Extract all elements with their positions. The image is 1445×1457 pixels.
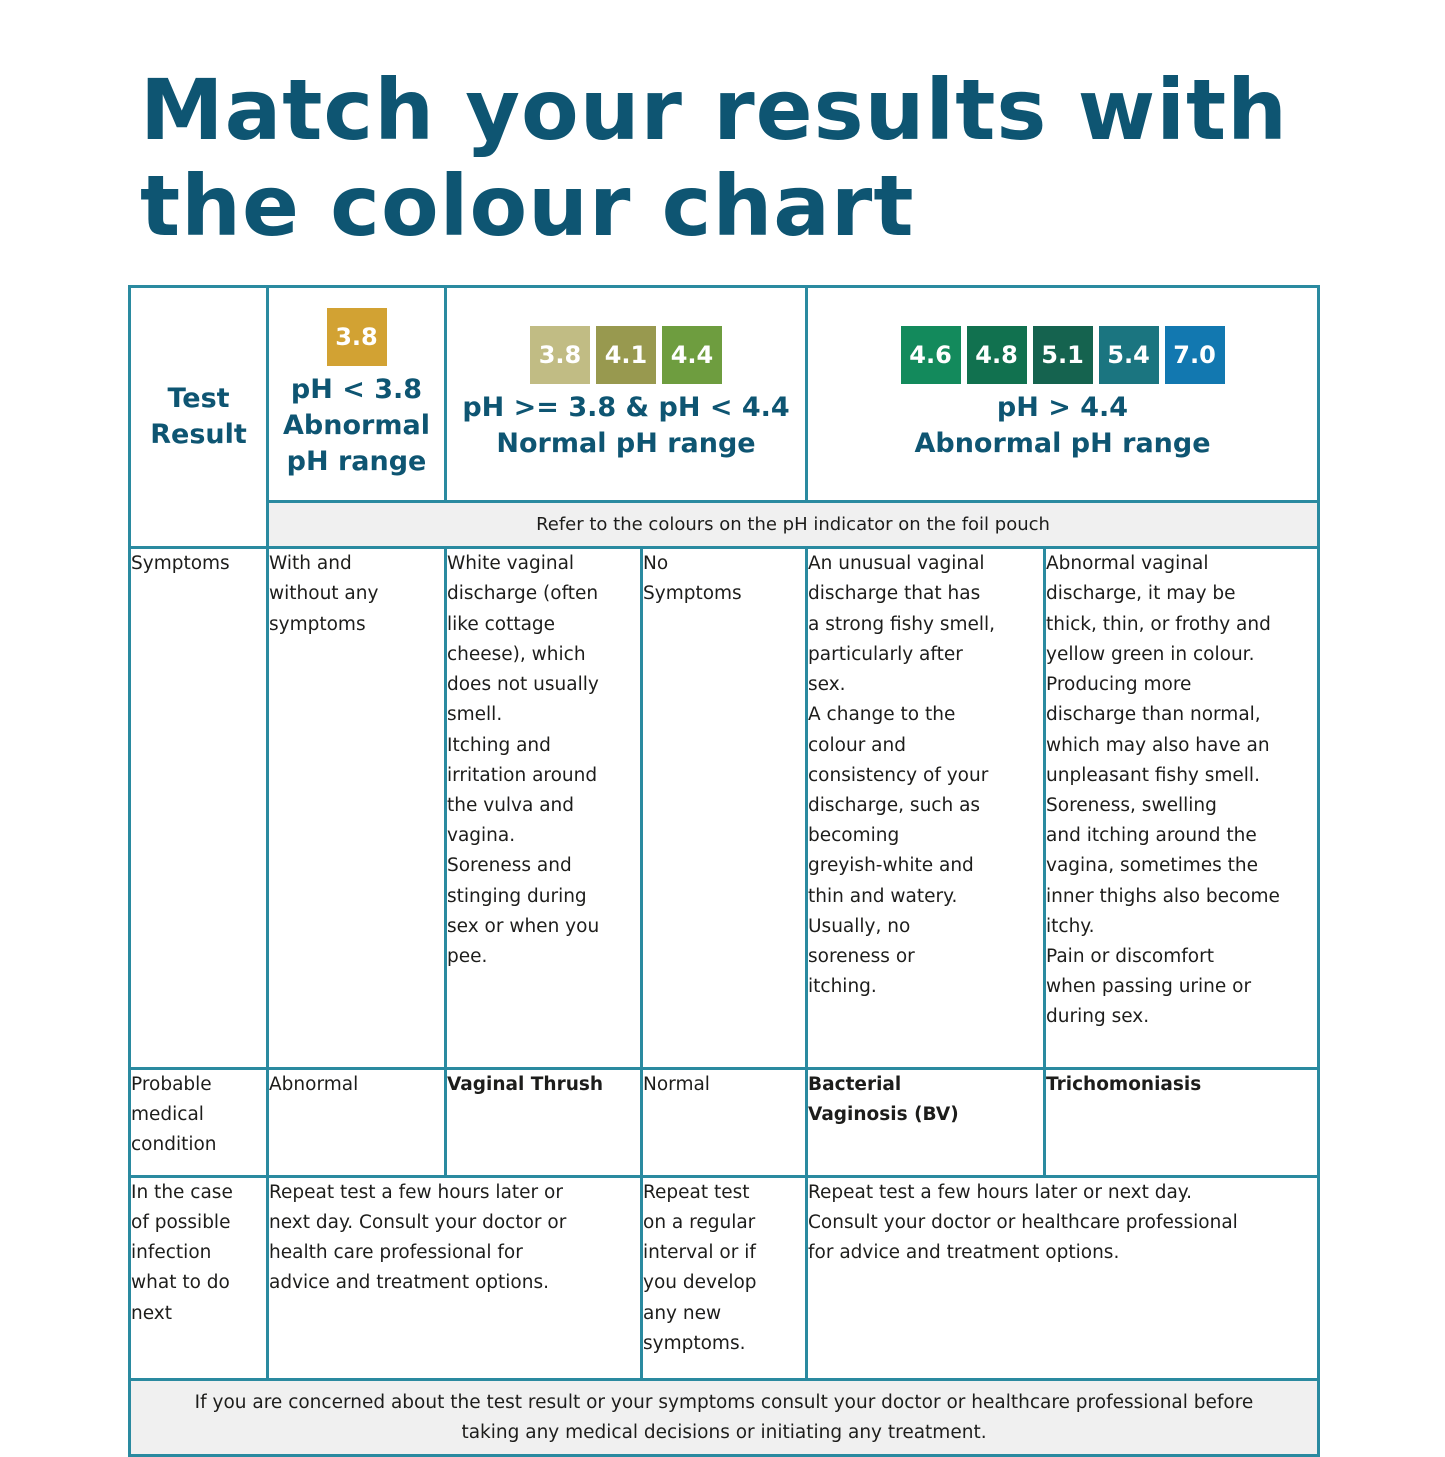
text-line: and itching around the [1046,825,1257,847]
note-row [130,502,1319,548]
text-line: smell. [447,704,503,726]
text-line: you develop [643,1272,757,1294]
text-line: Vaginosis (BV) [808,1103,959,1125]
condition-cell [446,1068,642,1176]
text-line: on a regular [643,1212,756,1234]
condition-cell [268,1068,446,1176]
row-label [130,1176,268,1380]
disclaimer-line-1: If you are concerned about the test result or your symptoms consult your doctor or healthcare professional before [194,1391,1254,1413]
text-line: Repeat test [643,1181,750,1203]
text-line: a strong fishy smell, [808,613,996,635]
text-line: discharge (often [447,583,599,605]
text-line: discharge that has [808,583,981,605]
ph-swatch: 4.4 [662,326,722,384]
text-line: An unusual vaginal [808,553,985,575]
text-line: Usually, no [808,915,911,937]
text-line: Soreness and [447,855,572,877]
text-line: inner thighs also become [1046,885,1280,907]
ph-group-low [268,287,446,502]
text-line: particularly after [808,643,963,665]
text-line: consistency of your [808,764,989,786]
symptoms-cell [446,548,642,1068]
ph-group-high [807,287,1319,502]
text-line: Abnormal [269,1073,359,1095]
condition-cell [642,1068,807,1176]
text-line: does not usually [447,674,599,696]
text-line: Probable [131,1073,212,1095]
text-line: sex. [808,674,846,696]
ph-group-label-line: pH >= 3.8 & pH < 4.4 [462,392,790,424]
ph-swatch: 4.8 [967,326,1027,384]
ph-group-label-line: Abnormal pH range [914,428,1211,460]
text-line: next day. Consult your doctor or [269,1212,567,1234]
text-line: cheese), which [447,643,586,665]
text-line: next [131,1302,172,1324]
text-line: irritation around [447,764,598,786]
text-line: which may also have an [1046,734,1270,756]
symptoms-cell [642,548,807,1068]
ph-swatch: 5.1 [1033,326,1093,384]
ph-group-label-line: pH > 4.4 [996,392,1129,424]
text-line: Repeat test a few hours later or [269,1181,563,1203]
text-line: Vaginal Thrush [447,1073,604,1095]
text-line: Symptoms [131,553,230,575]
text-line: itchy. [1046,915,1095,937]
disclaimer [130,1380,1319,1456]
text-line: sex or when you [447,915,600,937]
swatch-row-high [808,326,1317,384]
text-line: thin and watery. [808,885,958,907]
ph-swatch: 4.6 [901,326,961,384]
footer-row [130,1380,1319,1456]
colour-chart-table [128,285,1320,1457]
text-line: condition [131,1134,217,1156]
test-result-line-1: Test [167,383,230,415]
condition-cell [807,1068,1045,1176]
text-line: pee. [447,945,488,967]
title-line-2: the colour chart [140,157,915,255]
symptoms-cell [268,548,446,1068]
text-line: health care professional for [269,1242,523,1264]
text-line: discharge than normal, [1046,704,1261,726]
text-line: vagina, sometimes the [1046,855,1259,877]
ph-swatch: 3.8 [530,326,590,384]
text-line: when passing urine or [1046,976,1252,998]
row-label [130,1068,268,1176]
ph-swatch: 4.1 [596,326,656,384]
text-line: Soreness, swelling [1046,794,1217,816]
foil-pouch-note: Refer to the colours on the pH indicator on the foil pouch [268,502,1319,548]
symptoms-row [130,548,1319,1068]
text-line: Pain or discomfort [1046,945,1214,967]
next-steps-cell [268,1176,642,1380]
header-row [130,287,1319,502]
text-line: Itching and [447,734,551,756]
ph-group-label-line: Normal pH range [496,428,756,460]
condition-cell [1045,1068,1319,1176]
text-line: yellow green in colour. [1046,643,1255,665]
ph-group-label-line: pH < 3.8 [290,374,423,406]
row-label [130,548,268,1068]
text-line: itching. [808,976,877,998]
text-line: Repeat test a few hours later or next day. [808,1181,1192,1203]
ph-swatch: 3.8 [327,308,387,366]
text-line: of possible [131,1212,231,1234]
text-line: what to do [131,1272,230,1294]
ph-swatch: 7.0 [1165,326,1225,384]
text-line: White vaginal [447,553,575,575]
disclaimer-line-2: taking any medical decisions or initiating any treatment. [461,1421,987,1443]
text-line: unpleasant fishy smell. [1046,764,1260,786]
symptoms-cell [1045,548,1319,1068]
next-steps-cell [642,1176,807,1380]
text-line: symptoms [269,613,366,635]
text-line: any new [643,1302,722,1324]
ph-group-label-line: pH range [286,446,427,478]
text-line: vagina. [447,825,516,847]
text-line: like cottage [447,613,556,635]
text-line: without any [269,583,379,605]
ph-group-label-line: Abnormal [283,410,430,442]
swatch-row-low [269,308,444,366]
text-line: Producing more [1046,674,1192,696]
text-line: for advice and treatment options. [808,1242,1120,1264]
text-line: greyish-white and [808,855,974,877]
text-line: colour and [808,734,906,756]
text-line: Symptoms [643,583,742,605]
text-line: Abnormal vaginal [1046,553,1209,575]
next-steps-row [130,1176,1319,1380]
text-line: advice and treatment options. [269,1272,549,1294]
text-line: infection [131,1242,212,1264]
ph-group-normal [446,287,807,502]
text-line: stinging during [447,885,587,907]
text-line: the vulva and [447,794,575,816]
swatch-row-normal [447,326,805,384]
test-result-header [130,287,268,548]
page-title [140,62,1288,254]
text-line: No [643,553,669,575]
text-line: A change to the [808,704,956,726]
text-line: interval or if [643,1242,756,1264]
text-line: discharge, it may be [1046,583,1236,605]
text-line: thick, thin, or frothy and [1046,613,1271,635]
text-line: Consult your doctor or healthcare professional [808,1212,1238,1234]
text-line: In the case [131,1181,233,1203]
text-line: Normal [643,1073,710,1095]
text-line: Trichomoniasis [1046,1073,1202,1095]
text-line: medical [131,1103,204,1125]
text-line: becoming [808,825,900,847]
text-line: soreness or [808,945,915,967]
text-line: With and [269,553,352,575]
text-line: Bacterial [808,1073,902,1095]
test-result-line-2: Result [150,419,247,451]
next-steps-cell [807,1176,1319,1380]
ph-swatch: 5.4 [1099,326,1159,384]
condition-row [130,1068,1319,1176]
text-line: symptoms. [643,1332,746,1354]
title-line-1: Match your results with [140,61,1288,159]
text-line: during sex. [1046,1006,1150,1028]
text-line: discharge, such as [808,794,981,816]
symptoms-cell [807,548,1045,1068]
